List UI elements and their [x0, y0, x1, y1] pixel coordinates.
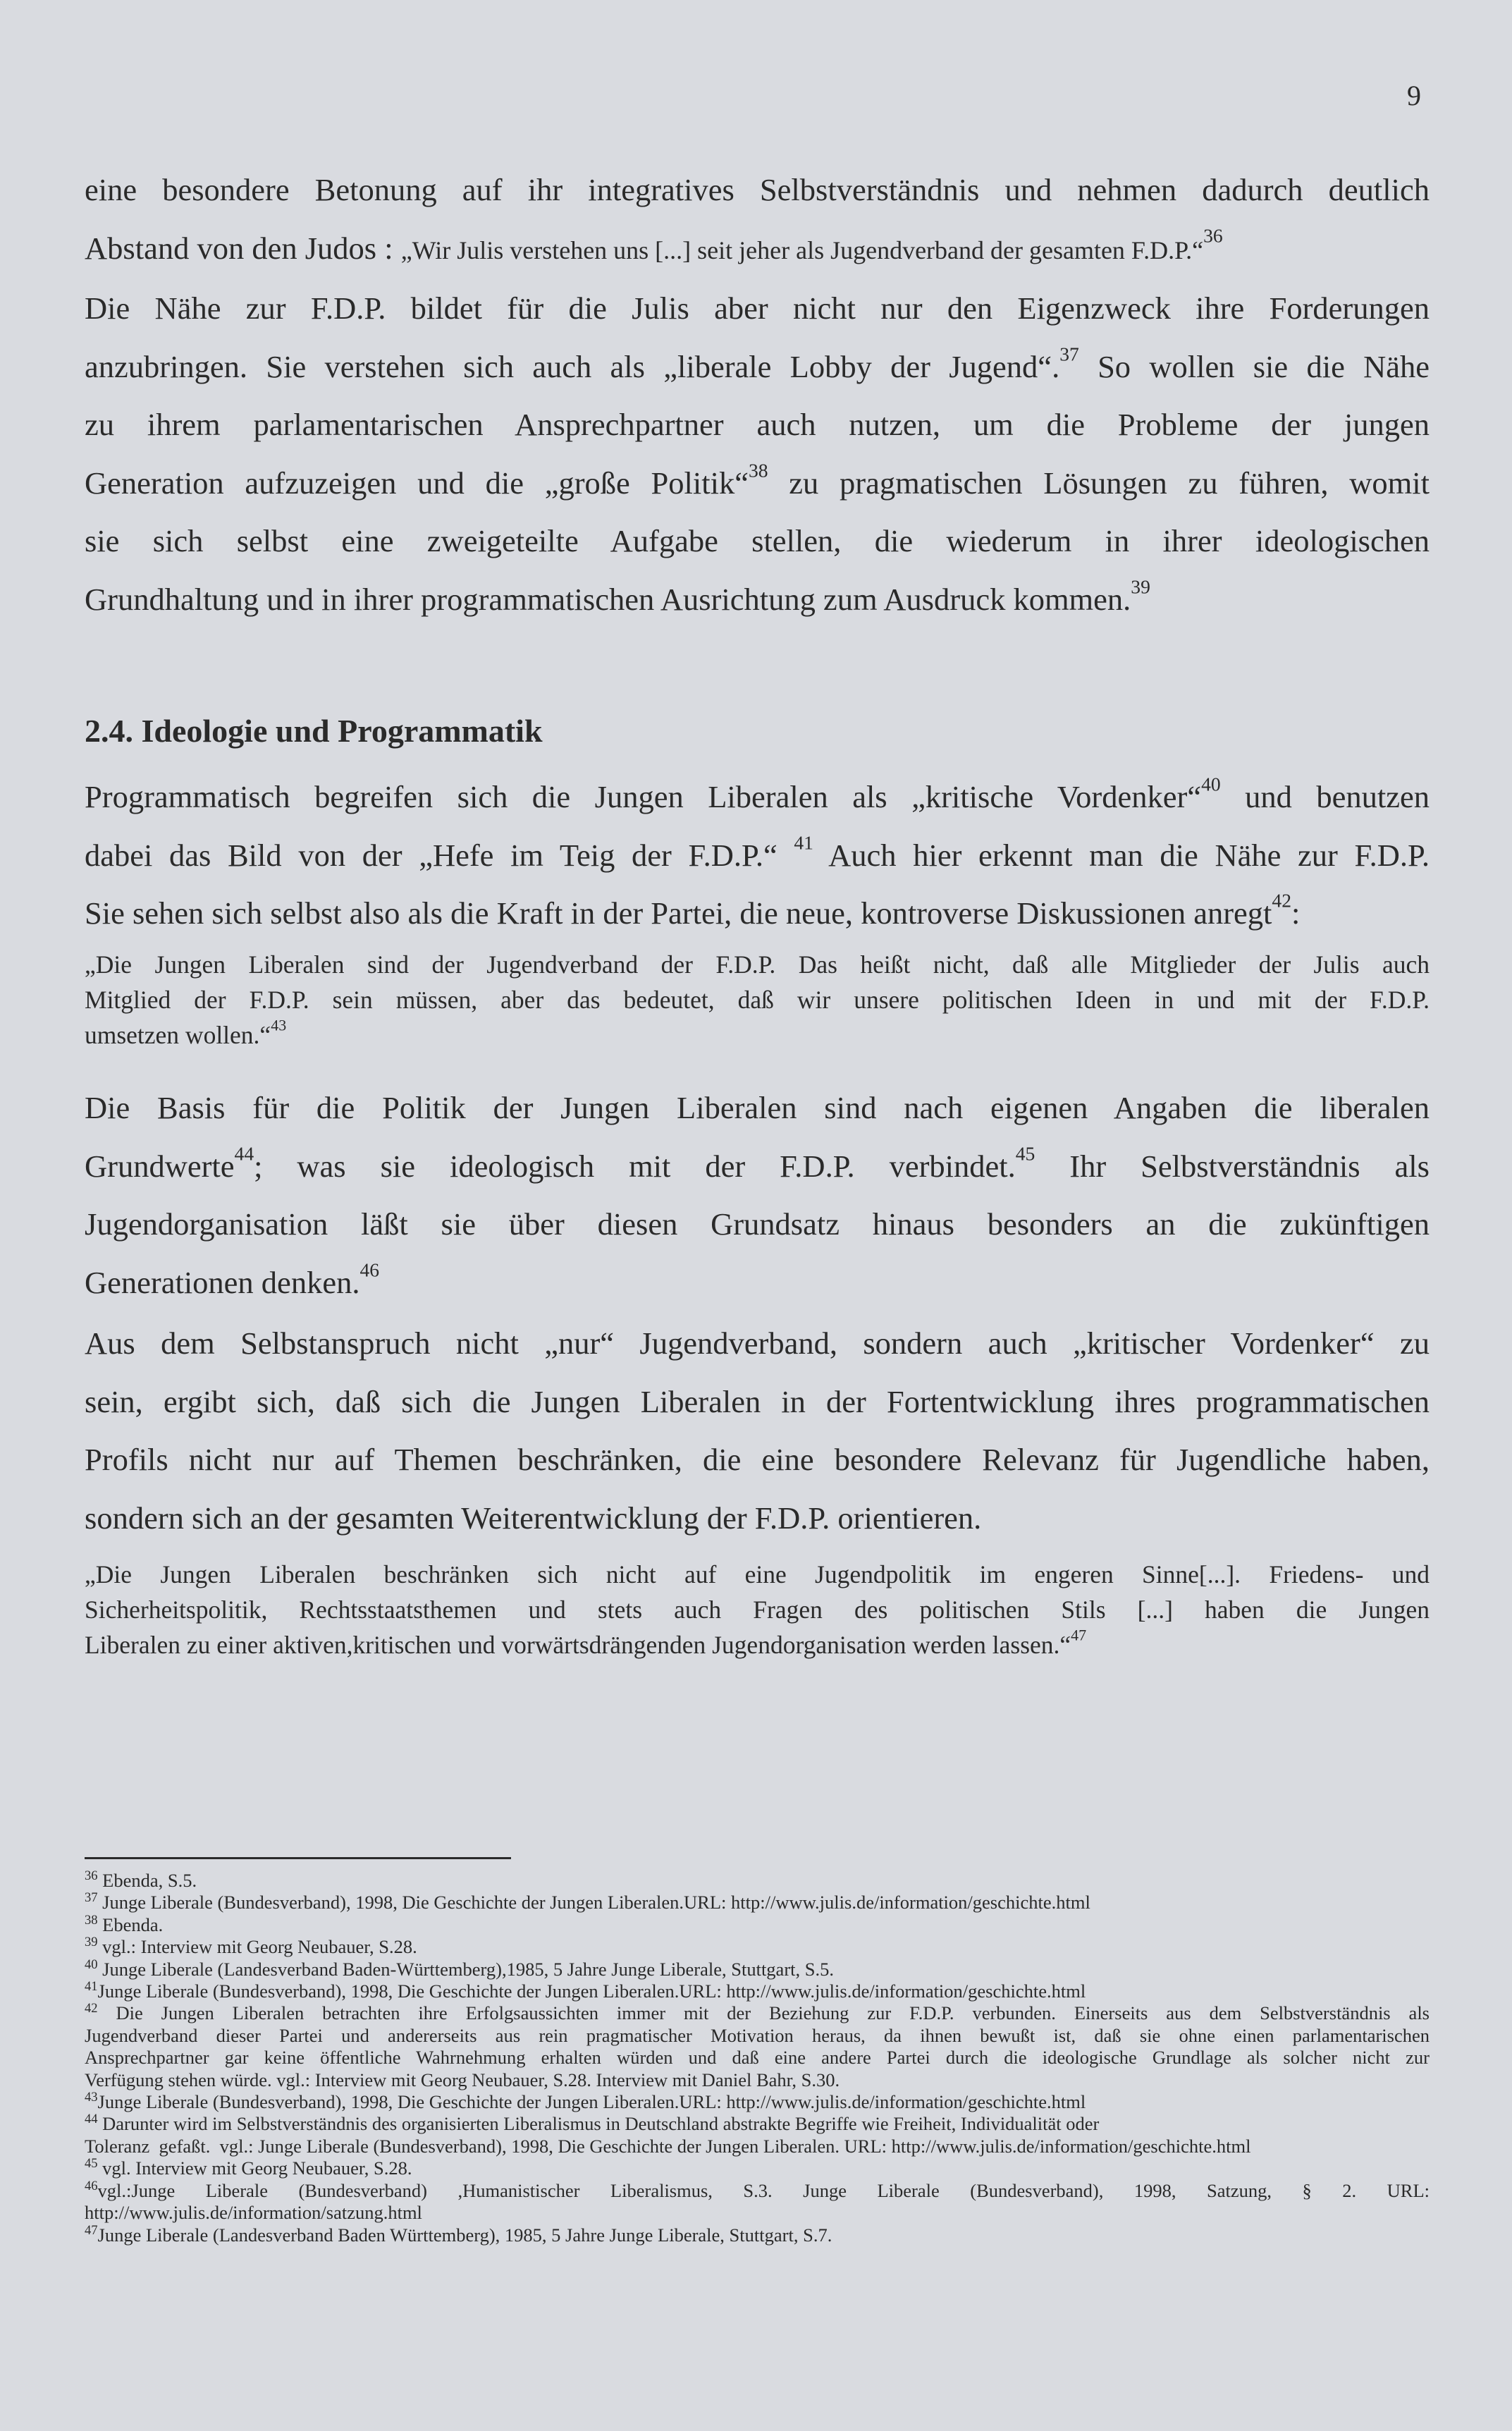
- text-span: und benutzen: [1220, 779, 1430, 814]
- footnote-text: Darunter wird im Selbstverständnis des organisierten Liberalismus in Deutschland abstrakte Begriffe wie Freiheit, Individualität oder: [97, 2113, 1100, 2135]
- text-line: [85, 1195, 1430, 1254]
- footnote-ref[interactable]: 46: [359, 1259, 380, 1281]
- footnote-44: [85, 2113, 1430, 2135]
- footnote-number: 45: [85, 2156, 98, 2172]
- text-span: sie sich selbst eine zweigeteilte Aufgabe stellen, die wiederum in ihrer ideologischen: [85, 523, 1430, 558]
- footnote-number: 37: [85, 1890, 98, 1906]
- text-line: [85, 396, 1430, 454]
- footnote-44-cont[interactable]: Toleranz gefaßt. vgl.: Junge Liberale (Bundesverband), 1998, Die Geschichte der Jungen Liberalen. URL: http://www.julis.de/information/geschichte.html: [85, 2135, 1251, 2157]
- quote-line: „Die Jungen Liberalen beschränken sich nicht auf eine Jugendpolitik im engeren Sinne[...]. Friedens- und: [85, 1560, 1430, 1588]
- text-span: Jugendorganisation läßt sie über diesen Grundsatz hinaus besonders an die zukünftigen: [85, 1206, 1430, 1242]
- text-span: ; was sie ideologisch mit der F.D.P. verbindet.: [254, 1148, 1016, 1184]
- footnote-number: 46: [85, 2178, 98, 2193]
- text-span: Generationen denken.: [85, 1264, 360, 1300]
- footnote-47: [85, 2224, 1430, 2246]
- footnote-ref[interactable]: 39: [1131, 575, 1150, 598]
- footnote-36: [85, 1870, 1430, 1892]
- text-line: [85, 512, 1430, 570]
- footnote-42-cont: Verfügung stehen würde. vgl.: Interview mit Georg Neubauer, S.28. Interview mit Daniel Bahr, S.30.: [85, 2069, 840, 2090]
- footnote-45: [85, 2157, 1430, 2179]
- footnote-42-cont: Ansprechpartner gar keine öffentliche Wahrnehmung erhalten würden und daß eine andere Partei durch die ideologische Grundlage als solcher nicht zur: [85, 2047, 1430, 2069]
- text-line: [85, 1079, 1430, 1137]
- footnote-number: 40: [85, 1957, 98, 1972]
- footnote-number: 39: [85, 1935, 98, 1950]
- text-span: Grundwerte: [85, 1148, 235, 1184]
- footnote-number: 47: [85, 2222, 98, 2238]
- text-span: Programmatisch begreifen sich die Jungen Liberalen als „kritische Vordenker“: [85, 779, 1202, 814]
- text-line: Aus dem Selbstanspruch nicht „nur“ Jugendverband, sondern auch „kritischer Vordenker“ zu: [85, 1325, 1430, 1361]
- text-line: [85, 219, 1430, 280]
- footnote-ref[interactable]: 42: [1272, 889, 1291, 912]
- footnote-ref[interactable]: 38: [748, 459, 768, 482]
- footnote-text: Die Jungen Liberalen betrachten ihre Erfolgsaussichten immer mit der Beziehung zur F.D.P. verbunden. Einerseits aus dem Selbstverständnis als: [97, 2002, 1430, 2024]
- footnote-text: Ebenda.: [97, 1913, 164, 1935]
- block-quote-1: [85, 947, 1430, 1053]
- footnote-46-cont[interactable]: http://www.julis.de/information/satzung.html: [85, 2202, 422, 2224]
- footnote-40: [85, 1959, 1430, 1980]
- footnote-41: [85, 1980, 1430, 2002]
- footnote-37: [85, 1892, 1430, 1913]
- footnote-42-cont: Jugendverband dieser Partei und andererseits aus rein pragmatischer Motivation heraus, da ihnen bewußt ist, daß sie ohne einen parlamentarischen: [85, 2024, 1430, 2046]
- footnote-ref[interactable]: 41: [794, 831, 813, 854]
- text-span: Die Nähe zur F.D.P. bildet für die Julis aber nicht nur den Eigenzweck ihre Forderungen: [85, 290, 1430, 326]
- footnote-text[interactable]: Junge Liberale (Bundesverband), 1998, Die Geschichte der Jungen Liberalen.URL: http://www.julis.de/information/geschichte.html: [97, 1980, 1086, 2002]
- section-heading: 2.4. Ideologie und Programmatik: [85, 713, 543, 749]
- text-span: zu ihrem parlamentarischen Ansprechpartner auch nutzen, um die Probleme der jungen: [85, 407, 1430, 442]
- text-line: sein, ergibt sich, daß sich die Jungen Liberalen in der Fortentwicklung ihres programmatischen: [85, 1383, 1430, 1419]
- quote-line: Mitglied der F.D.P. sein müssen, aber das bedeutet, daß wir unsere politischen Ideen in und mit der F.D.P.: [85, 986, 1430, 1014]
- footnote-number: 44: [85, 2112, 98, 2127]
- text-span: Grundhaltung und in ihrer programmatischen Ausrichtung zum Ausdruck kommen.: [85, 581, 1131, 617]
- footnote-number: 41: [85, 1978, 98, 1994]
- text-span: So wollen sie die Nähe: [1078, 348, 1430, 384]
- page-number: 9: [1407, 80, 1421, 111]
- text-span: Die Basis für die Politik der Jungen Liberalen sind nach eigenen Angaben die liberalen: [85, 1090, 1430, 1125]
- quote-line: [85, 1017, 1430, 1053]
- text-span: eine besondere Betonung auf ihr integratives Selbstverständnis und nehmen dadurch deutlich: [85, 172, 1430, 207]
- footnotes: [85, 1870, 1430, 2246]
- text-line: sondern sich an der gesamten Weiterentwicklung der F.D.P. orientieren.: [85, 1500, 982, 1536]
- text-span: dabei das Bild von der „Hefe im Teig der F.D.P.“: [85, 837, 794, 873]
- footnote-number: 42: [85, 2001, 98, 2016]
- footnote-ref[interactable]: 37: [1059, 343, 1079, 365]
- text-span: Liberalen zu einer aktiven,kritischen und vorwärtsdrängenden Jugendorganisation werden lassen.“: [85, 1631, 1071, 1659]
- quote-line: „Die Jungen Liberalen sind der Jugendverband der F.D.P. Das heißt nicht, daß alle Mitglieder der Julis auch: [85, 950, 1430, 979]
- footnote-39: [85, 1936, 1430, 1958]
- footnote-ref[interactable]: 43: [271, 1016, 287, 1034]
- footnote-ref[interactable]: 45: [1015, 1142, 1035, 1165]
- footnote-text: Junge Liberale (Landesverband Baden-Württemberg),1985, 5 Jahre Junge Liberale, Stuttgart, S.5.: [97, 1958, 834, 1980]
- text-line: [85, 161, 1430, 219]
- footnote-text: Junge Liberale (Landesverband Baden Württemberg), 1985, 5 Jahre Junge Liberale, Stuttgart, S.7.: [97, 2224, 832, 2246]
- quote-line: Sicherheitspolitik, Rechtsstaatsthemen und stets auch Fragen des politischen Stils [...] haben die Jungen: [85, 1596, 1430, 1624]
- text-span: Abstand von den Judos :: [85, 230, 401, 266]
- paragraph-3: [85, 1079, 1430, 1311]
- footnote-text[interactable]: Junge Liberale (Bundesverband), 1998, Die Geschichte der Jungen Liberalen.URL: http://www.julis.de/information/geschichte.html: [97, 2091, 1086, 2113]
- footnote-text: vgl. Interview mit Georg Neubauer, S.28.: [97, 2157, 412, 2179]
- text-line: [85, 768, 1430, 826]
- footnote-43: [85, 2091, 1430, 2113]
- paragraph-1: [85, 161, 1430, 628]
- footnote-ref[interactable]: 44: [234, 1142, 254, 1165]
- text-line: [85, 884, 1430, 943]
- footnote-ref[interactable]: 40: [1201, 773, 1221, 795]
- text-span: anzubringen. Sie verstehen sich auch als „liberale Lobby der Jugend“.: [85, 348, 1060, 384]
- footnote-separator: [85, 1857, 511, 1859]
- text-span: Sie sehen sich selbst also als die Kraft in der Partei, die neue, kontroverse Diskussionen anregt: [85, 895, 1272, 931]
- text-line: [85, 338, 1430, 396]
- footnote-number: 38: [85, 1912, 98, 1928]
- footnote-text[interactable]: Junge Liberale (Bundesverband), 1998, Die Geschichte der Jungen Liberalen.URL: http://www.julis.de/information/geschichte.html: [97, 1892, 1090, 1913]
- block-quote-2: [85, 1557, 1430, 1662]
- text-span: Auch hier erkennt man die Nähe zur F.D.P.: [813, 837, 1430, 873]
- text-span: umsetzen wollen.“: [85, 1021, 271, 1049]
- text-span: Ihr Selbstverständnis als: [1035, 1148, 1430, 1184]
- text-line: [85, 1254, 1430, 1312]
- text-line: [85, 826, 1430, 885]
- footnote-number: 36: [85, 1868, 98, 1883]
- text-span: Generation aufzuzeigen und die „große Politik“: [85, 465, 749, 501]
- footnote-text: vgl.:Junge Liberale (Bundesverband) ,Humanistischer Liberalismus, S.3. Junge Liberale (Bundesverband), 1998, Satzung, § 2. URL:: [97, 2179, 1430, 2201]
- paragraph-2: [85, 768, 1430, 943]
- footnote-38: [85, 1914, 1430, 1936]
- footnote-text: vgl.: Interview mit Georg Neubauer, S.28.: [97, 1936, 417, 1958]
- footnote-text: Ebenda, S.5.: [97, 1870, 197, 1891]
- text-line: [85, 1137, 1430, 1196]
- text-line: Profils nicht nur auf Themen beschränken, die eine besondere Relevanz für Jugendliche haben,: [85, 1442, 1430, 1477]
- text-line: [85, 279, 1430, 338]
- text-span: zu pragmatischen Lösungen zu führen, womit: [768, 465, 1430, 501]
- inline-quote: „Wir Julis verstehen uns [...] seit jeher als Jugendverband der gesamten F.D.P.“: [400, 235, 1204, 264]
- footnote-46: [85, 2180, 1430, 2202]
- footnote-number: 43: [85, 2089, 98, 2105]
- text-line: [85, 454, 1430, 513]
- paragraph-4: [85, 1314, 1430, 1547]
- quote-line: [85, 1627, 1430, 1662]
- text-line: [85, 570, 1430, 629]
- footnote-42: [85, 2002, 1430, 2024]
- footnote-ref[interactable]: 47: [1071, 1626, 1087, 1644]
- text-span: :: [1291, 895, 1301, 931]
- footnote-ref[interactable]: 36: [1203, 224, 1223, 247]
